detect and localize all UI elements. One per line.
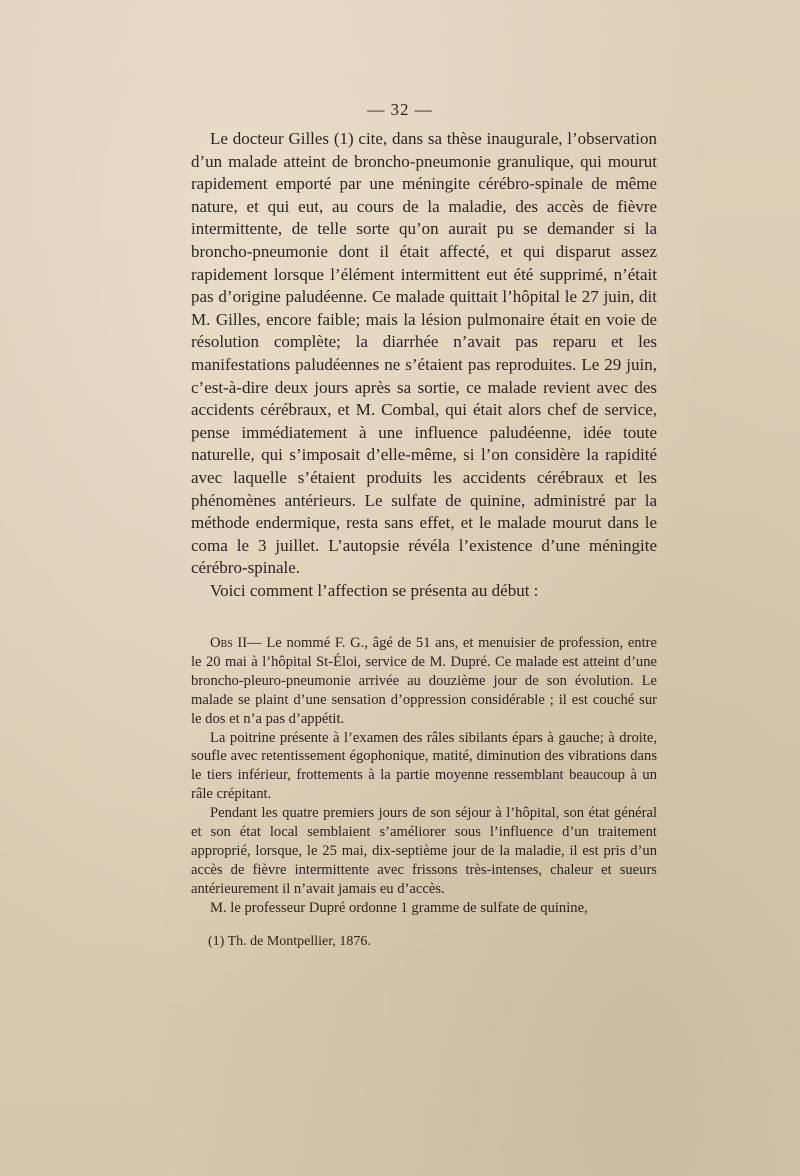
paragraph-debut: Voici comment l’affection se présenta au début : bbox=[210, 580, 539, 600]
observation-paragraph-sejour: Pendant les quatre premiers jours de son séjour à l’hôpital, son état général et son état local semblaient s’améliorer sous l’influence d’un traitement approprié, lorsque, le 25 mai, dix-septième jour de la maladie, il est pris d’un accès de fièvre intermittente avec frissons très-intenses, chaleur et sueurs antérieurement il n’avait jamais eu d’accès. bbox=[191, 805, 657, 897]
observation-paragraph-dupre: M. le professeur Dupré ordonne 1 gramme de sulfate de quinine, bbox=[210, 899, 588, 916]
observation-label: Obs bbox=[210, 635, 233, 651]
observation-intro bbox=[191, 634, 657, 729]
observation-paragraph-poitrine: La poitrine présente à l’examen des râles sibilants épars à gauche; à droite, soufle avec retentissement égophonique, matité, diminution des vibrations dans le tiers inférieur, frottements à la partie moyenne ressemblant beaucoup à un râle crépitant. bbox=[191, 729, 657, 803]
page-number: — 32 — bbox=[367, 100, 433, 119]
footnote: (1) Th. de Montpellier, 1876. bbox=[208, 934, 371, 949]
observation-intro-text: II— Le nommé F. G., âgé de 51 ans, et menuisier de profession, entre le 20 mai à l’hôpital St-Éloi, service de M. Dupré. Ce malade est atteint d’une broncho-pleuro-pneumonie arrivée au douzième jour de son évolution. Le malade se plaint d’une sensation d’oppression considérable ; il est couché sur le dos et n’a pas d’appétit. bbox=[191, 635, 657, 727]
paragraph-gilles: Le docteur Gilles (1) cite, dans sa thèse inaugurale, l’observation d’un malade atteint de broncho-pneumonie granulique, qui mourut rapidement emporté par une méningite cérébro-spinale de même nature, et qui eut, au cours de la maladie, des accès de fièvre intermittente, de telle sorte qu’on aurait pu se demander si la broncho-pneumonie dont il était affecté, et qui disparut assez rapidement lorsque l’élément intermittent eut été supprimé, n’était pas d’origine paludéenne. Ce malade quittait l’hôpital le 27 juin, dit M. Gilles, encore faible; mais la lésion pulmonaire était en voie de résolution complète; la diarrhée n’avait pas reparu et les manifestations paludéennes ne s’étaient pas reproduites. Le 29 juin, c’est-à-dire deux jours après sa sortie, ce malade revient avec des accidents cérébraux, et M. Combal, qui était alors chef de service, pense immédiatement à une influence paludéenne, idée toute naturelle, qui s’imposait d’elle-même, si l’on considère la rapidité avec laquelle s’étaient produits les accidents cérébraux et les phénomènes antérieurs. Le sulfate de quinine, administré par la méthode endermique, resta sans effet, et le malade mourut dans le coma le 3 juillet. L’autopsie révéla l’existence d’une méningite cérébro-spinale. bbox=[191, 129, 657, 578]
observation-block bbox=[191, 634, 657, 918]
main-text bbox=[191, 128, 657, 602]
